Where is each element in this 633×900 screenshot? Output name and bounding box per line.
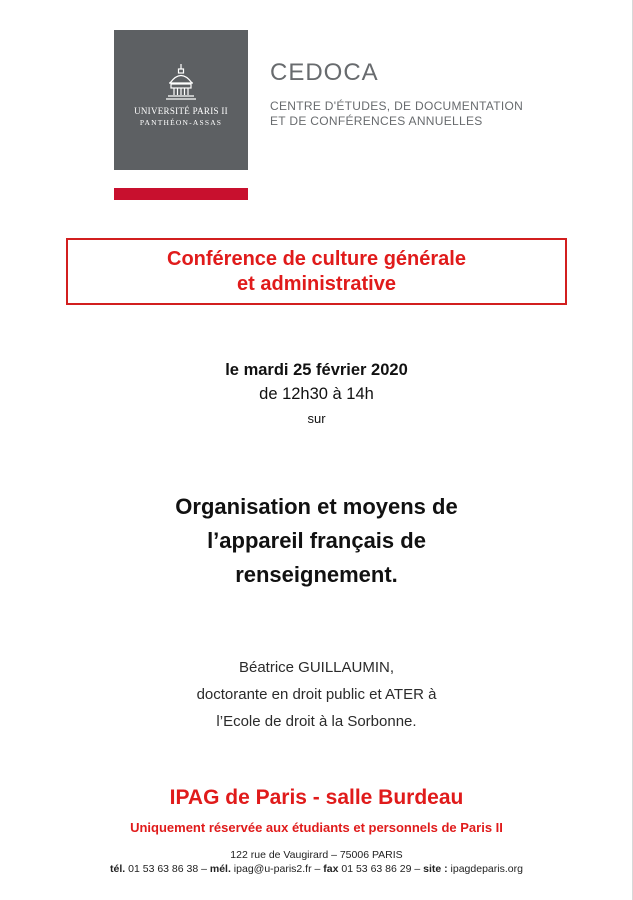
- event-time: de 12h30 à 14h: [259, 385, 374, 403]
- university-subname: PANTHÉON-ASSAS: [139, 118, 223, 127]
- topic-line1: Organisation et moyens de: [175, 494, 458, 519]
- speaker-role-line1: doctorante en droit public et ATER à: [196, 686, 437, 703]
- university-name: UNIVERSITÉ PARIS II: [134, 106, 228, 116]
- conference-title-line1: Conférence de culture générale: [167, 247, 466, 270]
- topic-line3: renseignement.: [235, 562, 398, 587]
- conference-title-line2: et administrative: [237, 272, 396, 295]
- topic-connector: sur: [307, 411, 326, 426]
- event-date: le mardi 25 février 2020: [225, 361, 408, 379]
- org-subtitle-line2: ET DE CONFÉRENCES ANNUELLES: [270, 114, 483, 128]
- topic-line2: l’appareil français de: [207, 528, 426, 553]
- pantheon-dome-icon: [162, 63, 200, 101]
- tel-value: 01 53 63 86 38 –: [125, 863, 210, 875]
- contact-line: [0, 863, 633, 875]
- mel-label: mél.: [209, 863, 231, 875]
- org-subtitle-line1: CENTRE D'ÉTUDES, DE DOCUMENTATION: [270, 99, 524, 113]
- venue-access-note: Uniquement réservée aux étudiants et personnels de Paris II: [130, 820, 503, 835]
- speaker-block: [0, 654, 633, 735]
- tel-label: tél.: [110, 863, 126, 875]
- speaker-name: Béatrice GUILLAUMIN,: [238, 659, 395, 676]
- university-logo: [114, 30, 248, 170]
- site-label: site :: [423, 863, 448, 875]
- speaker-role-line2: l’Ecole de droit à la Sorbonne.: [216, 713, 417, 730]
- venue-name: IPAG de Paris - salle Burdeau: [169, 786, 464, 809]
- conference-topic: [0, 490, 633, 592]
- logo-red-bar: [114, 188, 248, 200]
- fax-label: fax: [323, 863, 339, 875]
- org-name: CEDOCA: [270, 59, 379, 86]
- venue-address: 122 rue de Vaugirard – 75006 PARIS: [230, 849, 403, 861]
- fax-value: 01 53 63 86 29 –: [338, 863, 424, 875]
- site-value: ipagdeparis.org: [447, 863, 523, 875]
- org-subtitle: [270, 99, 523, 129]
- mel-value: ipag@u-paris2.fr –: [230, 863, 324, 875]
- conference-title-box: [66, 238, 567, 305]
